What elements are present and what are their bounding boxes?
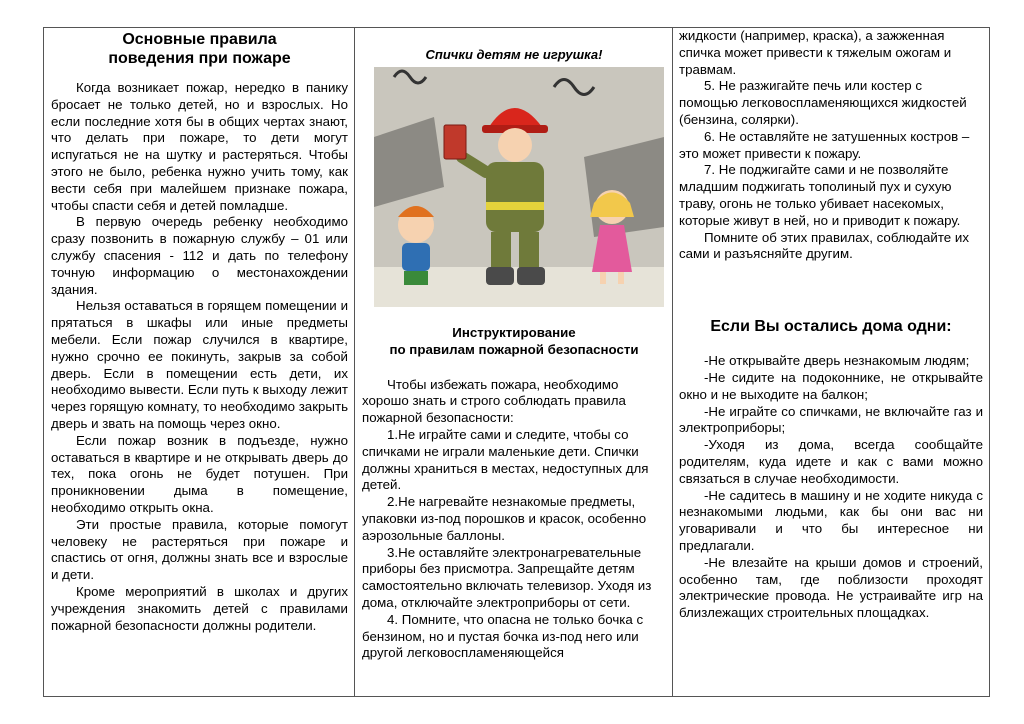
rule-item: -Не садитесь в машину и не ходите никуда с незнакомыми людьми, как бы они вас ни уговаривали и что бы интересное ни предлагали. — [679, 487, 983, 553]
instruction-heading: Инструктирование по правилам пожарной безопасности — [389, 325, 639, 357]
rule-item: -Не сидите на подоконнике, не открывайте окно и не выходите на балкон; — [679, 369, 983, 402]
fire-behavior-title: Основные правила поведения при пожаре — [108, 31, 291, 67]
paragraph: 3.Не оставляйте электронагревательные приборы без присмотра. Запрещайте детям самостоятельно включать телевизор. Уходя из дома, отключайте электроприборы от сети. — [362, 544, 652, 610]
paragraph: Помните об этих правилах, соблюдайте их сами и разъясняйте другим. — [679, 229, 969, 262]
paragraph: Нельзя оставаться в горящем помещении и прятаться в шкафы или иные предметы мебели. Если пожар случился в квартире, нужно срочно ее покинуть, закрыв за собой дверь. Если в помещении есть дети, их необходимо вывести. Если путь к выходу лежит через горящую комнату, то необходимо закрыть дверь и звать на помощь через окно. — [51, 298, 348, 431]
paragraph: Если пожар возник в подъезде, нужно оставаться в квартире и не открывать дверь до тех, пока огонь не будет потушен. При проникновении дыма в помещение, необходимо открыть окна. — [51, 432, 348, 515]
paragraph: 2.Не нагревайте незнакомые предметы, упаковки из-под порошков и красок, особенно аэрозольные баллоны. — [362, 494, 647, 543]
boot-icon — [486, 267, 514, 285]
matchbox-icon — [444, 125, 466, 159]
boy-shirt — [402, 243, 430, 271]
paragraph: 4. Помните, что опасна не только бочка с бензином, но и пустая бочка из-под него или другой легковоспламеняющейся — [362, 611, 644, 661]
rule-item: -Не влезайте на крыши домов и строений, особенно там, где поблизости проходят электрические провода. Не устраивайте игр на близлежащих строительных площадках. — [679, 554, 983, 621]
paragraph: 5. Не разжигайте печь или костер с помощью легковоспламеняющихся жидкостей (бензина, солярки). — [679, 78, 967, 127]
home-alone-heading: Если Вы остались дома одни: — [710, 318, 952, 336]
firefighter-uniform — [486, 162, 544, 232]
column-home-alone-rules — [673, 28, 989, 696]
boot-icon — [517, 267, 545, 285]
paragraph: 6. Не оставляйте не затушенных костров – это может привести к пожару. — [679, 128, 970, 161]
paragraph: Чтобы избежать пожара, необходимо хорошо знать и строго соблюдать правила пожарной безопасности: — [362, 376, 626, 426]
rule-item: -Не играйте со спичками, не включайте газ и электроприборы; — [679, 403, 983, 436]
illustration-caption: Спички детям не игрушка! — [425, 47, 603, 62]
paragraph: 7. Не поджигайте сами и не позволяйте младшим поджигать тополиный пух и сухую траву, огонь не только убивает насекомых, которые живут в ней, но и приводит к пожару. — [679, 162, 961, 228]
paragraph: жидкости (например, краска), а зажженная спичка может привести к тяжелым ожогам и травмам. — [679, 28, 952, 77]
paragraph: Кроме мероприятий в школах и других учреждения знакомить детей с правилами пожарной безопасности должны родители. — [51, 583, 348, 633]
leaflet-sheet — [43, 27, 990, 697]
column-safety-instructions — [355, 28, 673, 696]
paragraph: В первую очередь ребенку необходимо сразу позвонить в пожарную службу – 01 или службу спасения - 112 и дать по телефону точную информацию о местонахождении здания. — [51, 214, 348, 297]
rule-item: -Не открывайте дверь незнакомым людям; — [704, 353, 970, 369]
paragraph: Эти простые правила, которые помогут человеку не растеряться при пожаре и спастись от огня, должны знать все и взрослые и дети. — [51, 516, 348, 583]
firefighter-face — [498, 128, 532, 162]
paragraph: Когда возникает пожар, нередко в панику бросает не только детей, но и взрослых. Но если последние хотя бы в общих чертах знают, что делать при пожаре, то дети могут испугаться не на шутку и растеряться. Чтобы этого не было, ребенка нужно учить тому, как вести себя при малейшем признаке пожара, чтобы спасти себя и детей помладше. — [51, 80, 348, 213]
rule-item: -Уходя из дома, всегда сообщайте родителям, куда идете и как с вами можно связаться в случае необходимости. — [679, 437, 983, 486]
column-fire-behavior-rules — [44, 28, 355, 696]
paragraph: 1.Не играйте сами и следите, чтобы со спичками не играли маленькие дети. Спички должны храниться в местах, недоступных для детей. — [362, 426, 649, 493]
firefighter-children-illustration — [374, 67, 664, 307]
